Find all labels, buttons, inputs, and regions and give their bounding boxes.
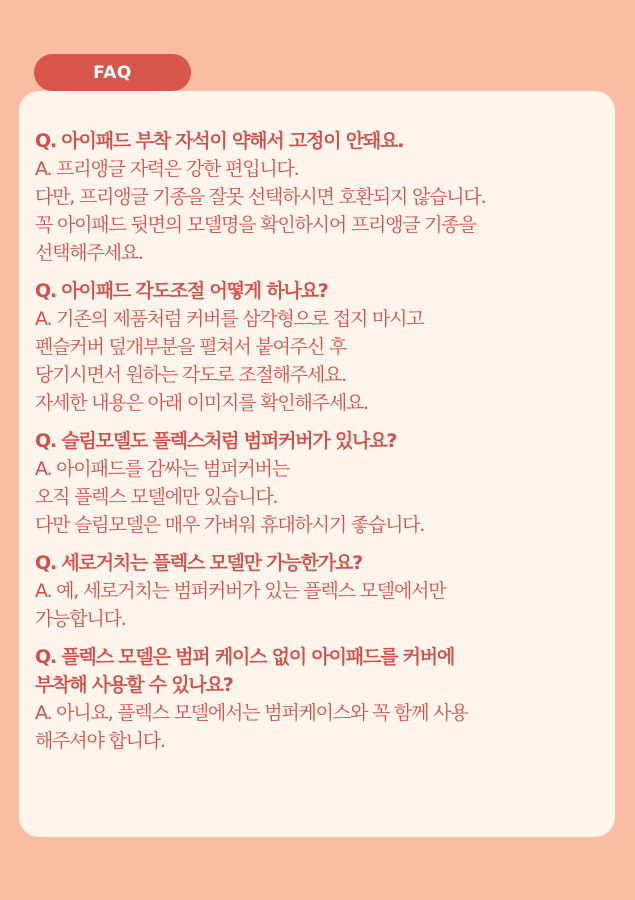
faq-answer-line: A. 예, 세로거치는 범퍼커버가 있는 플렉스 모델에서만 [35,580,446,602]
faq-question: 부착해 사용할 수 있나요? [35,674,233,696]
faq-answer-line: A. 기존의 제품처럼 커버를 삼각형으로 접지 마시고 [35,308,424,330]
faq-list [35,127,605,755]
faq-item [35,127,605,267]
faq-answer-line: A. 아이패드를 감싸는 범퍼커버는 [35,458,289,480]
faq-answer-line: A. 프리앵글 자력은 강한 편입니다. [35,158,299,180]
faq-answer-line: 당기시면서 원하는 각도로 조절해주세요. [35,364,346,386]
faq-answer-line: A. 아니요, 플렉스 모델에서는 범퍼케이스와 꼭 함께 사용 [35,702,468,724]
faq-answer-line: 다만 슬림모델은 매우 가벼워 휴대하시기 좋습니다. [35,514,425,536]
faq-answer-line: 해주셔야 합니다. [35,730,165,752]
faq-answer-line: 자세한 내용은 아래 이미지를 확인해주세요. [35,392,368,414]
faq-answer-line: 선택해주세요. [35,242,143,264]
faq-question: Q. 슬림모델도 플렉스처럼 범퍼커버가 있나요? [35,430,397,452]
faq-question: Q. 세로거치는 플렉스 모델만 가능한가요? [35,552,362,574]
faq-badge: FAQ [34,54,191,91]
faq-answer-line: 다만, 프리앵글 기종을 잘못 선택하시면 호환되지 않습니다. [35,186,486,208]
faq-answer-line: 꼭 아이패드 뒷면의 모델명을 확인하시어 프리앵글 기종을 [35,214,476,236]
faq-question: Q. 아이패드 각도조절 어떻게 하나요? [35,280,328,302]
faq-answer-line: 펜슬커버 덮개부분을 펼쳐서 붙여주신 후 [35,336,346,358]
faq-question: Q. 플렉스 모델은 범퍼 케이스 없이 아이패드를 커버에 [35,646,455,668]
faq-answer-line: 가능합니다. [35,608,126,630]
faq-answer-line: 오직 플렉스 모델에만 있습니다. [35,486,278,508]
faq-item [35,643,605,755]
faq-item [35,277,605,417]
faq-question: Q. 아이패드 부착 자석이 약해서 고정이 안돼요. [35,130,404,152]
faq-item [35,427,605,539]
faq-item [35,549,605,633]
